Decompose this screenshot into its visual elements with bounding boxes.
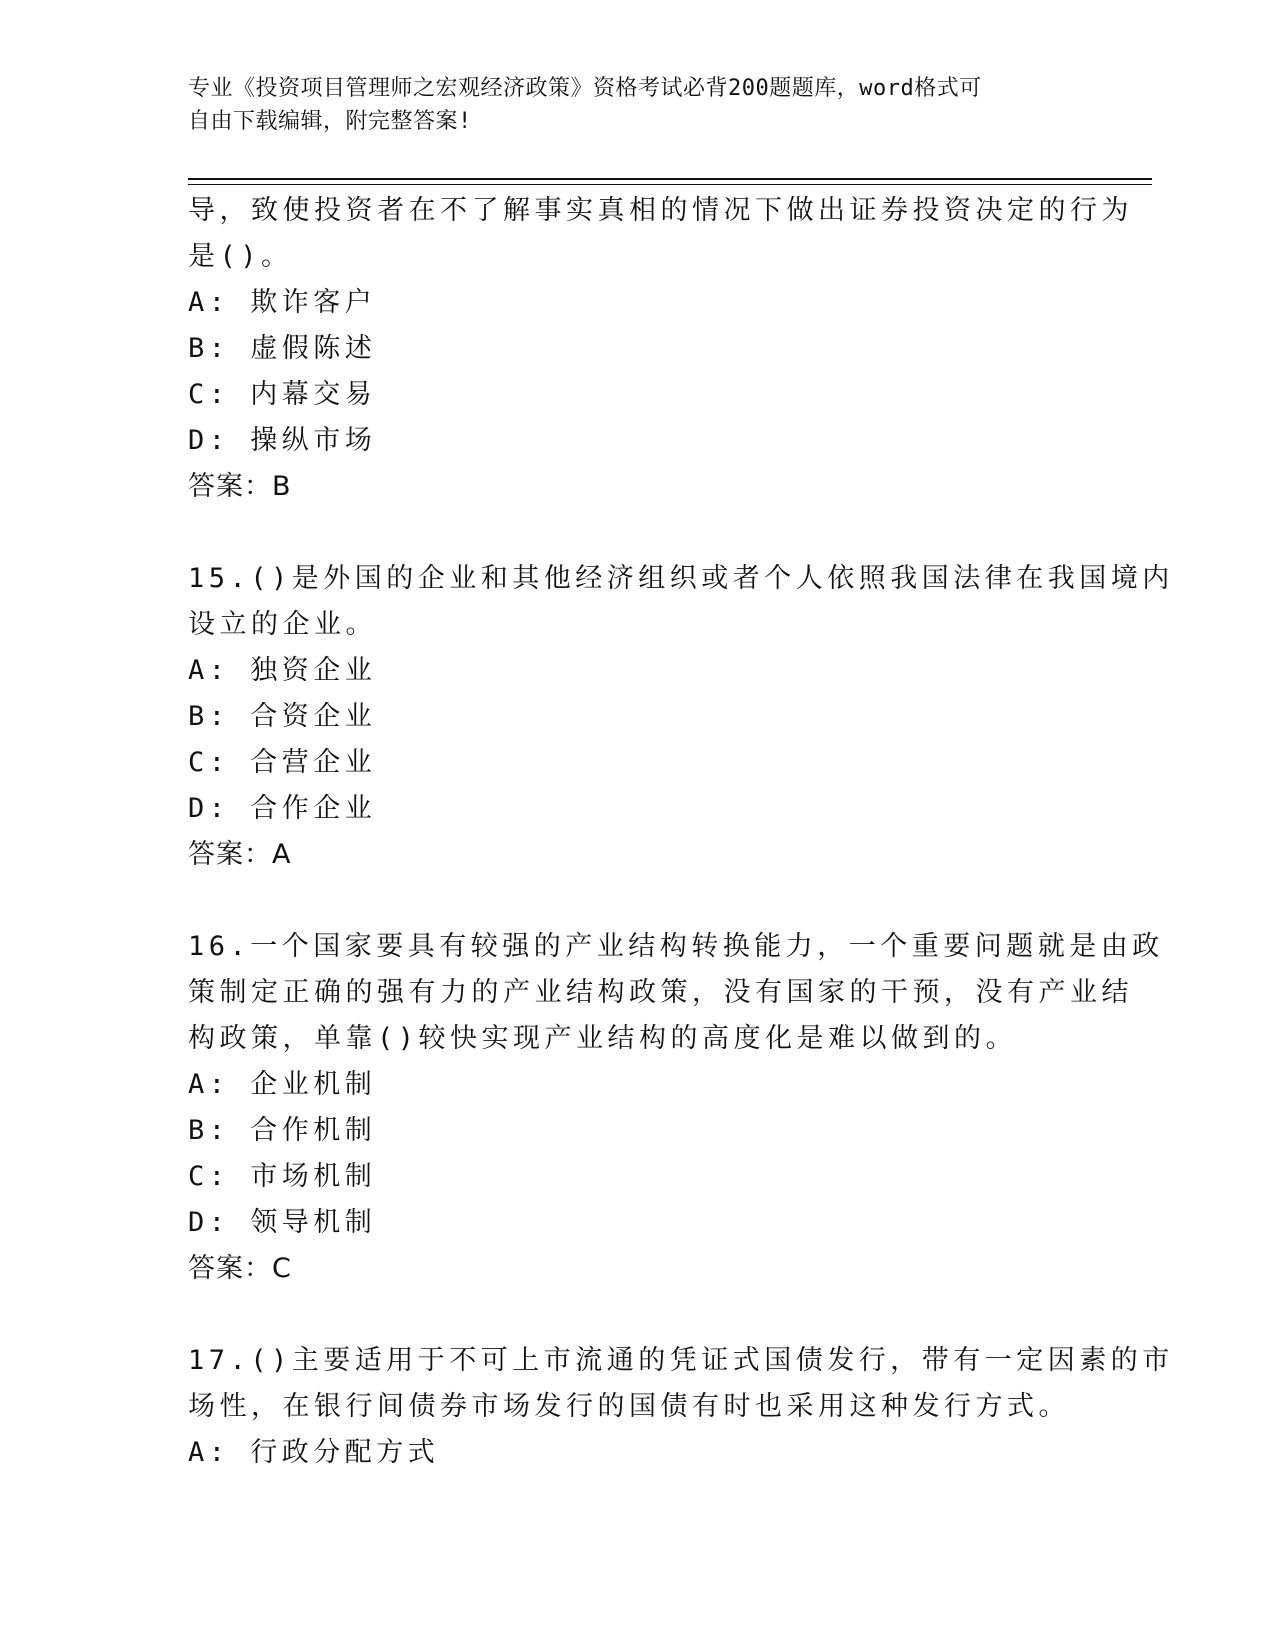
header-rule-thin — [188, 184, 1152, 185]
option-a: A: 企业机制 — [188, 1069, 377, 1100]
header-rule-thick — [188, 178, 1152, 180]
answer-label: 答案：B — [188, 471, 292, 502]
spacer — [188, 1292, 1078, 1338]
option-b: B: 虚假陈述 — [188, 333, 377, 364]
header-line-1: 专业《投资项目管理师之宏观经济政策》资格考试必背200题题库，word格式可 — [188, 76, 982, 101]
question-text-line: 构政策，单靠()较快实现产业结构的高度化是难以做到的。 — [188, 1023, 1018, 1054]
spacer — [188, 510, 1078, 556]
question-text-line: 17.()主要适用于不可上市流通的凭证式国债发行，带有一定因素的市 — [188, 1345, 1174, 1376]
answer-label: 答案：A — [188, 839, 292, 870]
question-text-line: 16.一个国家要具有较强的产业结构转换能力，一个重要问题就是由政 — [188, 931, 1164, 962]
document-header — [188, 72, 1068, 138]
question-16 — [188, 924, 1164, 1292]
option-b: B: 合作机制 — [188, 1115, 377, 1146]
option-a: A: 欺诈客户 — [188, 287, 377, 318]
option-c: C: 合营企业 — [188, 747, 377, 778]
spacer — [188, 878, 1078, 924]
header-line-2: 自由下载编辑，附完整答案! — [188, 109, 472, 134]
question-15 — [188, 556, 1174, 878]
question-text-line: 导，致使投资者在不了解事实真相的情况下做出证券投资决定的行为 — [188, 195, 1133, 226]
question-17 — [188, 1338, 1174, 1476]
question-text-line: 设立的企业。 — [188, 609, 377, 640]
option-d: D: 操纵市场 — [188, 425, 377, 456]
option-a: A: 独资企业 — [188, 655, 377, 686]
option-a: A: 行政分配方式 — [188, 1437, 440, 1468]
question-fragment — [188, 188, 1133, 510]
option-c: C: 市场机制 — [188, 1161, 377, 1192]
question-text-line: 策制定正确的强有力的产业结构政策，没有国家的干预，没有产业结 — [188, 977, 1133, 1008]
question-text-line: 是()。 — [188, 241, 293, 272]
option-d: D: 合作企业 — [188, 793, 377, 824]
option-c: C: 内幕交易 — [188, 379, 377, 410]
question-text-line: 15.()是外国的企业和其他经济组织或者个人依照我国法律在我国境内 — [188, 563, 1174, 594]
question-list — [188, 188, 1174, 1476]
option-b: B: 合资企业 — [188, 701, 377, 732]
answer-label: 答案：C — [188, 1253, 292, 1284]
option-d: D: 领导机制 — [188, 1207, 377, 1238]
question-text-line: 场性，在银行间债券市场发行的国债有时也采用这种发行方式。 — [188, 1391, 1070, 1422]
